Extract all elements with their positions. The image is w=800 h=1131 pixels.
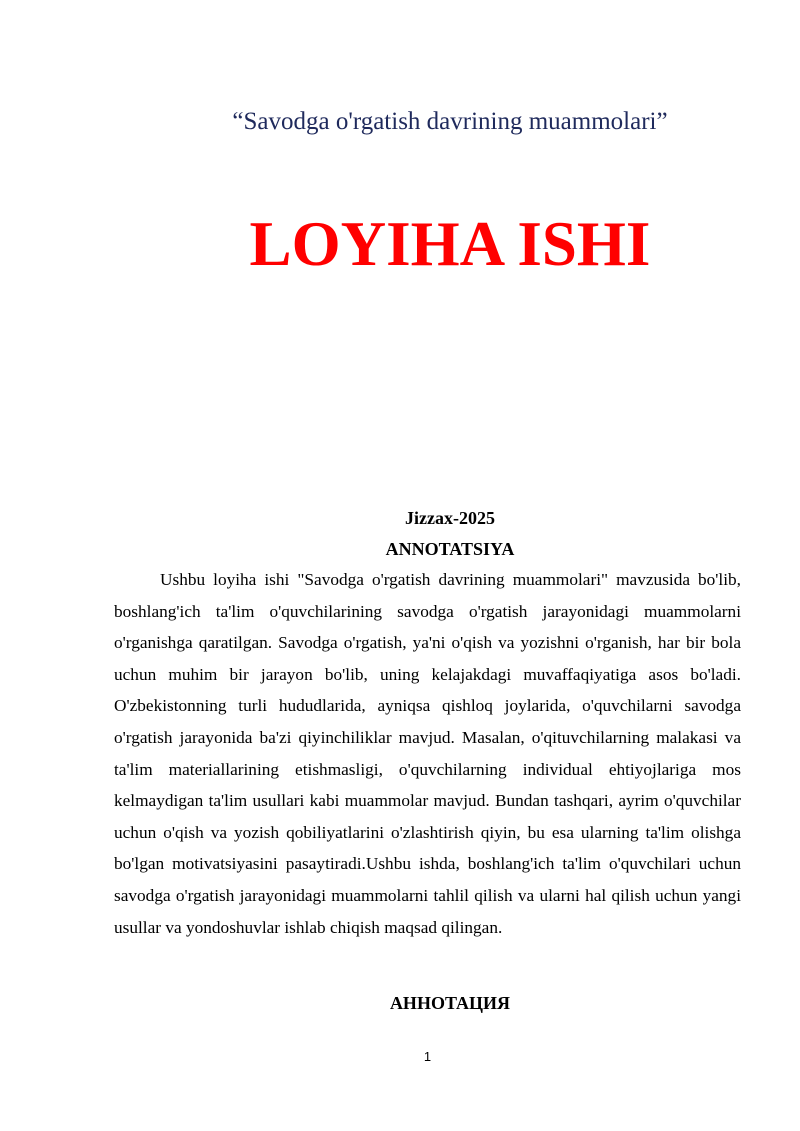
annotation-heading: ANNOTATSIYA bbox=[385, 539, 515, 559]
russian-annotation-heading: АННОТАЦИЯ bbox=[389, 993, 511, 1013]
page-title: LOYIHA ISHI bbox=[249, 209, 651, 279]
project-topic: “Savodga o'rgatish davrining muammolari” bbox=[232, 108, 668, 135]
annotation-paragraph: Ushbu loyiha ishi "Savodga o'rgatish davrining muammolari" mavzusida bo'lib, boshlang'ich ta'lim o'quvchilarining savodga o'rgatish jarayonidagi muammolarni o'rganishga qaratilgan. Savodga o'rgatish, ya'ni o'qish va yozishni o'rganish, har bir bola uchun muhim bir jarayon bo'lib, uning kelajakdagi muvaffaqiyatiga asos bo'ladi. O'zbekistonning turli hududlarida, ayniqsa qishloq joylarida, o'quvchilarni savodga o'rgatish jarayonida ba'zi qiyinchiliklar mavjud. Masalan, o'qituvchilarning malakasi va ta'lim materiallarining etishmasligi, o'quvchilarning individual ehtiyojlariga mos kelmaydigan ta'lim usullari kabi muammolar mavjud. Bundan tashqari, ayrim o'quvchilar uchun o'qish va yozish qobiliyatlarini o'zlashtirish qiyin, bu esa ularning ta'lim olishga bo'lgan motivatsiyasini pasaytiradi.Ushbu ishda, boshlang'ich ta'lim o'quvchilari uchun savodga o'rgatish jarayonidagi muammolarni tahlil qilish va ularni hal qilish uchun yangi usullar va yondoshuvlar ishlab chiqish maqsad qilingan. bbox=[114, 570, 741, 937]
page-number: 1 bbox=[423, 1049, 432, 1064]
place-and-year: Jizzax-2025 bbox=[405, 508, 495, 528]
